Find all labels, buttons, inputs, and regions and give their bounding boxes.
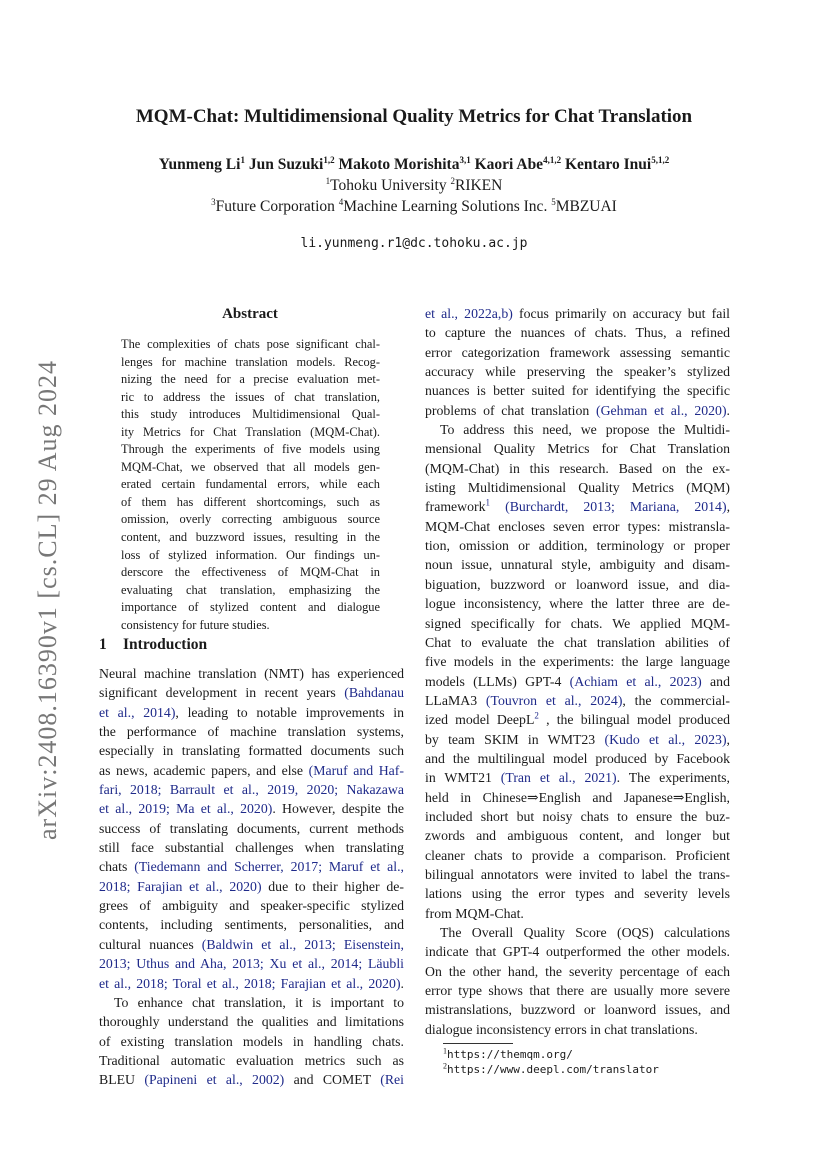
footnote-marker[interactable]: 1 [485,497,491,508]
text-line [425,904,730,923]
text-line [425,884,730,903]
abstract-line: Through the experiments of five models using [121,442,380,457]
author-affiliation: 4,1,2 [543,154,562,165]
affiliations-line-2 [0,198,828,216]
spacer [539,712,546,727]
citation-link[interactable]: (Papineni et al., 2002) [144,1072,285,1088]
text-line [425,362,730,381]
text-span: ized model DeepL [425,712,535,728]
abstract-line: loss of stylized information. Our findings un- [121,547,380,562]
author-list [0,156,828,174]
author-name: Kentaro Inui [564,156,652,173]
paper-title: MQM-Chat: Multidimensional Quality Metrics for Chat Translation [135,106,693,127]
text-span: LLaMA3 [425,692,486,708]
text-line [425,691,730,710]
text-span: . [726,402,730,418]
text-span: cultural nuances [99,936,202,952]
text-span: significant development in recent years [99,685,345,701]
text-span: mensional Quality Metrics for Chat Translation [425,441,730,457]
text-span: noun issue, unnatural style, ambiguity and disam- [425,557,730,573]
section-title: Introduction [123,636,208,653]
text-span: zwords and ambiguous content, and longer but [425,828,730,844]
text-span: biguation, buzzword or loanword issue, and dia- [425,576,730,592]
text-span: success of translating documents, current methods [99,820,404,836]
text-line [425,420,730,439]
text-line [99,1012,404,1031]
text-span: indicate that GPT-4 outperformed the other models. [425,944,730,960]
text-span: To enhance chat translation, it is important to [114,994,404,1010]
text-line [425,381,730,400]
text-span: models (LLMs) GPT-4 [425,673,570,689]
footnote-1[interactable] [443,1048,573,1061]
author-email[interactable]: li.yunmeng.r1@dc.tohoku.ac.jp [300,236,528,251]
text-line [99,799,404,818]
affiliation-number: 2 [450,175,455,186]
abstract-line: omission, overly correcting ambiguous source [121,512,380,527]
footnote-number: 1 [443,1046,447,1056]
text-span: included short but noisy chats to ensure the buz- [425,808,730,824]
text-line [425,304,730,323]
author-name: Makoto Morishita [338,156,460,173]
text-line [425,439,730,458]
text-line [425,536,730,555]
abstract-line: consistency for future studies. [121,617,270,632]
citation-link[interactable]: 2018; Farajian et al., 2020) [99,878,262,894]
text-line [99,722,404,741]
text-line [425,517,730,536]
text-span: five models in the experiments: the large language [425,654,730,670]
text-line [425,652,730,671]
citation-link[interactable]: (Tiedemann and Scherrer, 2017; Maruf et al., [134,859,404,875]
text-line [99,819,404,838]
text-span: MQM-Chat encloses seven error types: mistransla- [425,518,730,534]
text-span: due to their higher de- [261,878,404,894]
text-span: , [726,731,730,747]
text-line [425,942,730,961]
citation-link[interactable]: (Gehman et al., 2020) [596,402,727,418]
text-span: BLEU [99,1072,145,1088]
text-span: Traditional automatic evaluation metrics such as [99,1052,404,1068]
author-name: Kaori Abe [474,156,544,173]
text-line [425,575,730,594]
abstract-line: ity Metrics for Chat Translation (MQM-Chat). [121,424,380,439]
text-line [99,838,404,857]
text-line [99,741,404,760]
footnote-marker[interactable]: 2 [534,710,539,721]
text-line [425,497,730,516]
text-span: . [400,975,404,991]
text-span: dialogue inconsistency errors in chat translations. [425,1021,698,1037]
text-line [99,780,404,799]
text-span: and [701,673,730,689]
text-line [425,730,730,749]
text-line [99,1070,404,1089]
arxiv-identifier: arXiv:2408.16390v1 [cs.CL] 29 Aug 2024 [33,360,62,840]
left-column-body [99,664,404,1090]
text-span: cleaner chats to provide a comparison. Proficient [425,847,730,863]
text-line [99,664,404,683]
text-line [99,857,404,876]
text-span: mistranslations, buzzword or loanword issues, and [425,1002,730,1018]
text-span: and the multilingual model produced by Facebook [425,750,730,766]
affiliation-number: 4 [338,196,344,207]
affiliation-number: 3 [211,196,216,207]
text-span: . The experiments, [616,770,730,786]
text-span: still face substantial challenges when translating [99,840,404,856]
text-span: error type shows that there are usually more severe [425,983,730,999]
abstract-line: The complexities of chats pose significant chal- [121,337,380,351]
text-line [425,672,730,691]
text-span: contents, including sentiments, personalities, and [99,917,404,933]
text-span: the performance of machine translation systems, [99,724,404,740]
text-span: On the other hand, the severity percentage of each [425,963,730,979]
text-line [425,846,730,865]
text-span: tion, omission or addition, terminology or proper [425,538,730,554]
author-name: Jun Suzuki [248,156,324,173]
affiliation-name: Future Corporation [215,198,335,215]
text-span: in WMT21 [425,770,501,786]
text-line [425,768,730,787]
text-span: accuracy while preserving the speaker’s stylized [425,364,730,380]
text-span: grees of ambiguity and speaker-specific stylized [99,898,404,914]
text-line [99,915,404,934]
text-span: , the commercial- [622,692,731,708]
text-line [425,826,730,845]
abstract-line: importance of stylized content and dialogue [121,600,380,615]
citation-link[interactable]: 2013; Uthus and Aha, 2013; Xu et al., 2014; Läubli [99,956,404,972]
citation-link[interactable]: (Rei [380,1072,404,1088]
text-line [425,614,730,633]
text-line [99,935,404,954]
text-span: nuances is better suited for identifying the specific [425,383,730,399]
text-span: to capture the nuances of chats. Thus, a refined [425,325,730,341]
text-line [425,1020,730,1039]
spacer [490,499,505,514]
text-line [425,807,730,826]
text-line [425,401,730,420]
text-span: , the bilingual model produced [546,712,730,728]
affiliation-name: Tohoku University [330,177,447,194]
affiliation-name: RIKEN [454,177,503,194]
text-line [425,788,730,807]
text-line [99,683,404,702]
text-line [425,981,730,1000]
citation-link[interactable]: (Maruf and Haf- [308,762,404,778]
text-span: from MQM-Chat. [425,905,524,921]
text-span: held in Chinese⇒English and Japanese⇒English, [425,789,730,805]
citation-link[interactable]: (Achiam et al., 2023) [569,673,702,689]
affiliation-name: MBZUAI [555,198,617,215]
citation-link[interactable]: et al., 2019; Ma et al., 2020) [99,801,273,817]
text-line [99,761,404,780]
text-span: bilingual annotators were invited to label the trans- [425,866,730,882]
text-line [425,478,730,497]
text-line [425,343,730,362]
text-span: The Overall Quality Score (OQS) calculations [440,925,730,940]
abstract-line: lenges for machine translation models. Recog- [121,354,380,369]
section-number: 1 [99,636,107,653]
abstract-line: MQM-Chat, we observed that all models gen- [121,459,380,474]
text-span: isting Multidimensional Quality Metrics (MQM) [425,480,730,496]
footnote-link[interactable]: https://themqm.org/ [447,1048,573,1061]
text-line [425,594,730,613]
citation-link[interactable]: (Bahdanau [344,685,404,701]
text-line [425,749,730,768]
text-span: , leading to notable improvements in [175,704,405,720]
footnote-link[interactable]: https://www.deepl.com/translator [447,1063,659,1076]
footnote-2[interactable] [443,1063,659,1076]
abstract-line: ric to address the issues of chat translation, [121,389,380,404]
text-line [425,1000,730,1019]
author-name: Yunmeng Li [158,156,241,173]
text-line [425,865,730,884]
text-span: lations using the error types and severity levels [425,886,730,902]
abstract-line: of them has different shortcomings, such as [121,494,380,509]
text-line [425,323,730,342]
text-span: and COMET [284,1072,381,1088]
author-affiliation: 3,1 [459,154,471,165]
text-span: chats [99,859,135,875]
affiliation-name: Machine Learning Solutions Inc. [343,198,548,215]
text-line [99,896,404,915]
text-span: focus primarily on accuracy but fail [512,306,730,321]
abstract-line: erated certain fundamental errors, while each [121,477,380,492]
section-heading-introduction [99,636,207,654]
affiliation-number: 1 [325,175,331,186]
citation-link[interactable]: et al., 2022a,b) [425,306,513,321]
text-span: as news, academic papers, and else [99,762,309,778]
text-span: problems of chat translation [425,402,596,418]
text-span: . However, despite the [272,801,404,817]
abstract-line: nizing the need for a precise evaluation met- [121,372,380,387]
text-line [99,703,404,722]
citation-link[interactable]: fari, 2018; Barrault et al., 2019, 2020; Nakazawa [99,782,404,798]
text-line [99,1032,404,1051]
text-line [425,923,730,942]
author-affiliation: 5,1,2 [651,154,670,165]
citation-link[interactable]: (Touvron et al., 2024) [485,692,623,708]
text-line [99,954,404,973]
text-span: signed specifically for chats. We applied MQM- [425,615,730,631]
abstract-line: derscore the effectiveness of MQM-Chat in [121,565,380,580]
abstract-heading: Abstract [222,306,278,322]
affiliation-number: 5 [551,196,556,207]
text-span: To address this need, we propose the Multidi- [440,422,730,438]
right-column-body [425,304,730,1039]
citation-link[interactable]: (Baldwin et al., 2013; Eisenstein, [201,936,404,952]
text-line [99,974,404,993]
citation-link[interactable]: et al., 2014) [99,704,176,720]
footnote-number: 2 [443,1061,447,1071]
text-line [425,555,730,574]
text-line [99,877,404,896]
citation-link[interactable]: (Burchardt, 2013; Mariana, 2014) [505,499,727,515]
text-span: especially in translating formatted documents such [99,743,404,759]
affiliations-line-1 [0,177,828,195]
text-span: framework [425,499,486,515]
citation-link[interactable]: et al., 2018; Toral et al., 2018; Farajian et al., 2020) [99,975,401,991]
abstract-line: evaluating chat translation, emphasizing the [121,582,380,597]
text-span: error categorization framework assessing semantic [425,344,730,360]
text-span: Neural machine translation (NMT) has experienced [99,666,404,681]
abstract-body [121,336,380,634]
text-span: (MQM-Chat) in this research. Based on the ex- [425,460,730,476]
text-line [99,993,404,1012]
text-line [425,633,730,652]
abstract-line: content, and buzzword issues, resulting in the [121,530,380,545]
author-affiliation: 1,2 [323,154,335,165]
text-span: , [726,499,731,515]
text-line [425,962,730,981]
text-span: Chat to evaluate the chat translation abilities of [425,634,730,650]
citation-link[interactable]: (Tran et al., 2021) [500,770,617,786]
citation-link[interactable]: (Kudo et al., 2023) [604,731,727,747]
text-span: thoroughly understand the qualities and limitations [99,1014,404,1030]
text-span: of existing translation models in handling chats. [99,1033,404,1049]
text-span: by team SKIM in WMT23 [425,731,605,747]
footnote-rule [443,1043,513,1044]
text-line [99,1051,404,1070]
abstract-line: this study introduces Multidimensional Qual- [121,407,380,422]
text-line [425,459,730,478]
text-span: logue inconsistency, where the latter three are de- [425,596,730,612]
text-line [425,710,730,729]
author-affiliation: 1 [240,154,245,165]
